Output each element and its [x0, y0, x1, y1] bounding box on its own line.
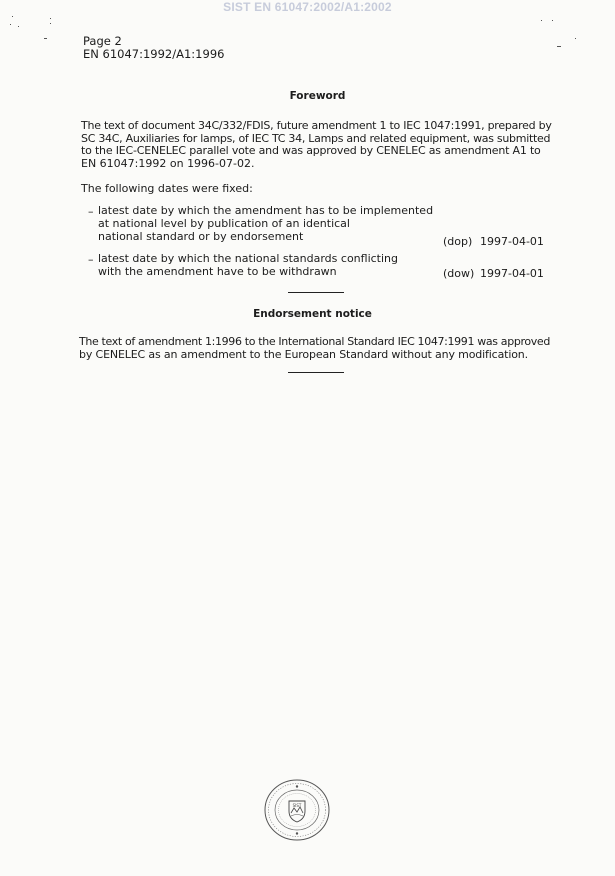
foreword-line: to the IEC-CENELEC parallel vote and was approved by CENELEC as amendment A1 to [81, 144, 541, 158]
end-divider [288, 372, 344, 373]
endorsement-heading: Endorsement notice [253, 308, 372, 320]
stamp-seal-icon [262, 777, 332, 843]
scan-speck [50, 23, 51, 24]
endorsement-paragraph [79, 336, 557, 361]
dop-dash: – [88, 205, 94, 218]
foreword-line: EN 61047:1992 on 1996-07-02. [81, 156, 255, 170]
watermark-title: SIST EN 61047:2002/A1:2002 [223, 0, 392, 14]
dop-code: (dop) [443, 235, 473, 248]
dop-description [98, 205, 433, 243]
dow-description [98, 253, 398, 279]
scan-speck [575, 38, 576, 39]
seal-text: SIST [292, 803, 302, 808]
document-reference: EN 61047:1992/A1:1996 [83, 47, 225, 61]
dop-line: latest date by which the amendment has to be implemented [98, 204, 434, 217]
dow-line: with the amendment have to be withdrawn [98, 264, 337, 278]
endorsement-line: by CENELEC as an amendment to the European Standard without any modification. [79, 347, 528, 361]
endorsement-line: The text of amendment 1:1996 to the International Standard IEC 1047:1991 was approved [79, 335, 550, 348]
scan-speck [12, 16, 13, 17]
scan-speck [10, 24, 11, 25]
dow-line: latest date by which the national standards conflicting [98, 252, 398, 265]
section-divider [288, 292, 344, 293]
page-number: Page 2 [83, 34, 122, 48]
foreword-heading: Foreword [289, 90, 346, 102]
dow-date: 1997-04-01 [480, 267, 544, 280]
dow-code: (dow) [443, 267, 475, 280]
scan-speck [552, 20, 553, 21]
foreword-line: SC 34C, Auxiliaries for lamps, of IEC TC 34, Lamps and related equipment, was submitted [81, 131, 551, 145]
scan-speck [44, 38, 47, 39]
foreword-paragraph [81, 120, 555, 170]
dates-intro: The following dates were fixed: [81, 182, 253, 195]
dow-dash: – [88, 253, 94, 266]
dop-line: at national level by publication of an identical [98, 216, 350, 230]
dop-line: national standard or by endorsement [98, 229, 304, 243]
scan-speck [557, 46, 561, 47]
scan-speck [541, 20, 542, 21]
foreword-line: The text of document 34C/332/FDIS, future amendment 1 to IEC 1047:1991, prepared by [81, 119, 552, 132]
scan-speck [50, 18, 51, 19]
scan-speck [18, 26, 19, 27]
dop-date: 1997-04-01 [480, 235, 544, 248]
